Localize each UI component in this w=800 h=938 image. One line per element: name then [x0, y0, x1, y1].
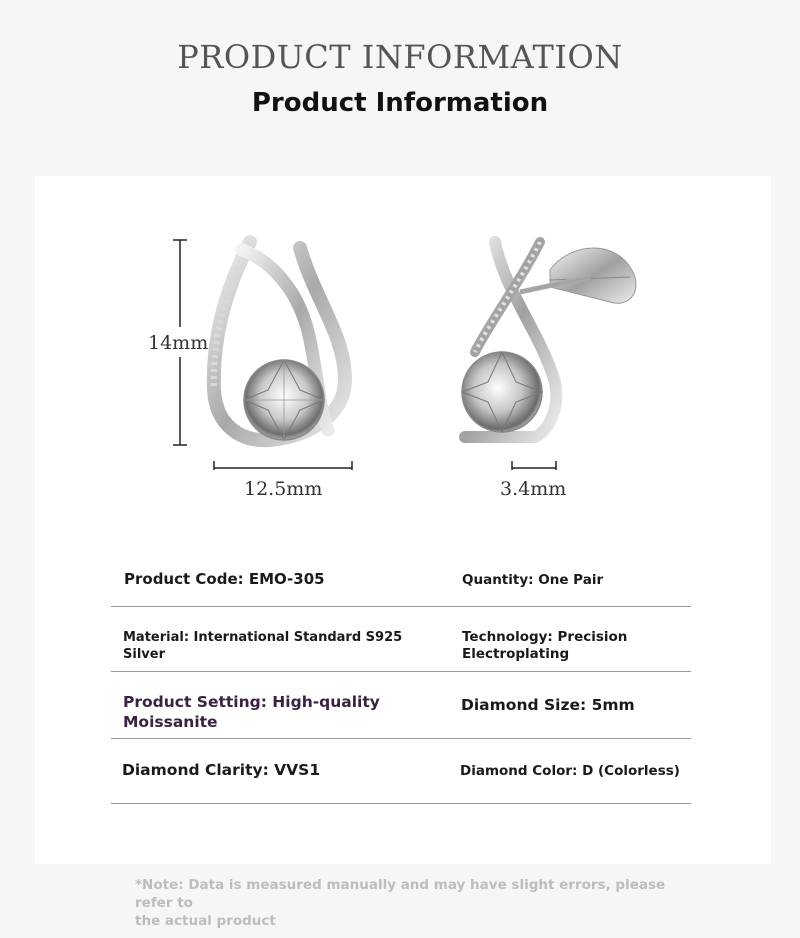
note-line-1: *Note: Data is measured manually and may have slight errors, please refer to: [135, 877, 666, 911]
technology: [462, 629, 627, 663]
diamond-size: Diamond Size: 5mm: [461, 696, 635, 714]
note-line-2: the actual product: [135, 913, 276, 929]
setting-line-1: Product Setting: High-quality: [123, 693, 380, 711]
diamond-color: Diamond Color: D (Colorless): [460, 763, 680, 779]
spec-row: [111, 672, 691, 739]
width-dimension-label: 12.5mm: [244, 478, 323, 500]
spec-row: [111, 739, 691, 804]
height-dimension-label: 14mm: [148, 332, 209, 354]
setting-line-2: Moissanite: [123, 713, 218, 731]
measurement-note: [135, 876, 695, 930]
product-setting: [123, 692, 380, 732]
spec-table: [111, 548, 691, 804]
spec-row: [111, 607, 691, 672]
spec-row: [111, 548, 691, 607]
earring-side-image: [450, 232, 650, 472]
depth-dimension-label: 3.4mm: [500, 478, 567, 500]
product-code: Product Code: EMO-305: [124, 570, 325, 588]
page-title: Product Information: [251, 88, 549, 118]
material-line-2: Silver: [123, 647, 165, 662]
material: [123, 629, 402, 663]
page-title-en: PRODUCT INFORMATION: [177, 38, 623, 76]
diamond-clarity: Diamond Clarity: VVS1: [122, 761, 321, 779]
material-line-1: Material: International Standard S925: [123, 630, 403, 645]
technology-line-1: Technology: Precision: [462, 629, 628, 645]
quantity: Quantity: One Pair: [462, 572, 604, 588]
technology-line-2: Electroplating: [462, 646, 570, 662]
